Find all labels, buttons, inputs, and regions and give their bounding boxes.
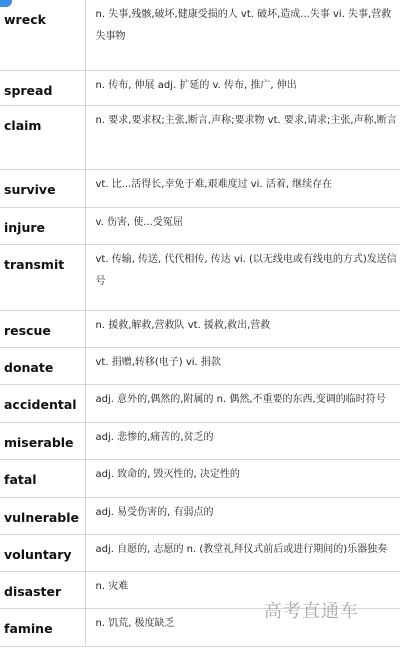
- word-cell: survive: [0, 169, 85, 207]
- word-cell: spread: [0, 70, 85, 105]
- definition-cell: vt. 捐赠,转移(电子) vi. 捐款: [85, 347, 400, 384]
- definition-cell: vt. 比...活得长,幸免于难,艰难度过 vi. 活着, 继续存在: [85, 169, 400, 207]
- table-row: [0, 534, 400, 571]
- table-row: [0, 422, 400, 459]
- table-row: [0, 105, 400, 169]
- word-cell: miserable: [0, 422, 85, 459]
- word-cell: voluntary: [0, 534, 85, 571]
- definition-cell: n. 饥荒, 极度缺乏: [85, 608, 400, 646]
- table-row: [0, 169, 400, 207]
- table-row: [0, 207, 400, 244]
- definition-cell: adj. 悲惨的,痛苦的,贫乏的: [85, 422, 400, 459]
- definition-cell: adj. 易受伤害的, 有弱点的: [85, 497, 400, 534]
- word-cell: fatal: [0, 459, 85, 497]
- definition-cell: adj. 致命的, 毁灭性的, 决定性的: [85, 459, 400, 497]
- word-cell: vulnerable: [0, 497, 85, 534]
- word-cell: rescue: [0, 310, 85, 347]
- definition-cell: vt. 传输, 传送, 代代相传, 传达 vi. (以无线电或有线电的方式)发送信号: [85, 244, 400, 310]
- definition-cell: n. 失事,残骸,破坏,健康受损的人 vt. 破坏,造成...失事 vi. 失事,营救失事物: [85, 0, 400, 70]
- definition-cell: v. 伤害, 使...受冤屈: [85, 207, 400, 244]
- definition-cell: adj. 自愿的, 志愿的 n. (教堂礼拜仪式前后或进行期间的)乐器独奏: [85, 534, 400, 571]
- table-row: [0, 459, 400, 497]
- table-row: [0, 384, 400, 422]
- table-row: [0, 497, 400, 534]
- table-row: [0, 70, 400, 105]
- definition-cell: n. 传布, 伸展 adj. 扩延的 v. 传布, 推广, 伸出: [85, 70, 400, 105]
- word-cell: accidental: [0, 384, 85, 422]
- definition-cell: n. 援救,解救,营救队 vt. 援救,救出,营救: [85, 310, 400, 347]
- word-cell: claim: [0, 105, 85, 169]
- definition-cell: n. 要求,要求权;主张,断言,声称;要求物 vt. 要求,请求;主张,声称,断言: [85, 105, 400, 169]
- word-cell: transmit: [0, 244, 85, 310]
- word-cell: injure: [0, 207, 85, 244]
- word-cell: disaster: [0, 571, 85, 608]
- table-row: [0, 0, 400, 70]
- definition-cell: n. 灾难: [85, 571, 400, 608]
- table-row: [0, 244, 400, 310]
- table-row: [0, 310, 400, 347]
- word-cell: wreck: [0, 0, 85, 70]
- word-cell: famine: [0, 608, 85, 646]
- definition-cell: adj. 意外的,偶然的,附属的 n. 偶然,不重要的东西,变调的临时符号: [85, 384, 400, 422]
- table-row: [0, 347, 400, 384]
- watermark-text: 高考直通车: [264, 601, 359, 622]
- word-cell: donate: [0, 347, 85, 384]
